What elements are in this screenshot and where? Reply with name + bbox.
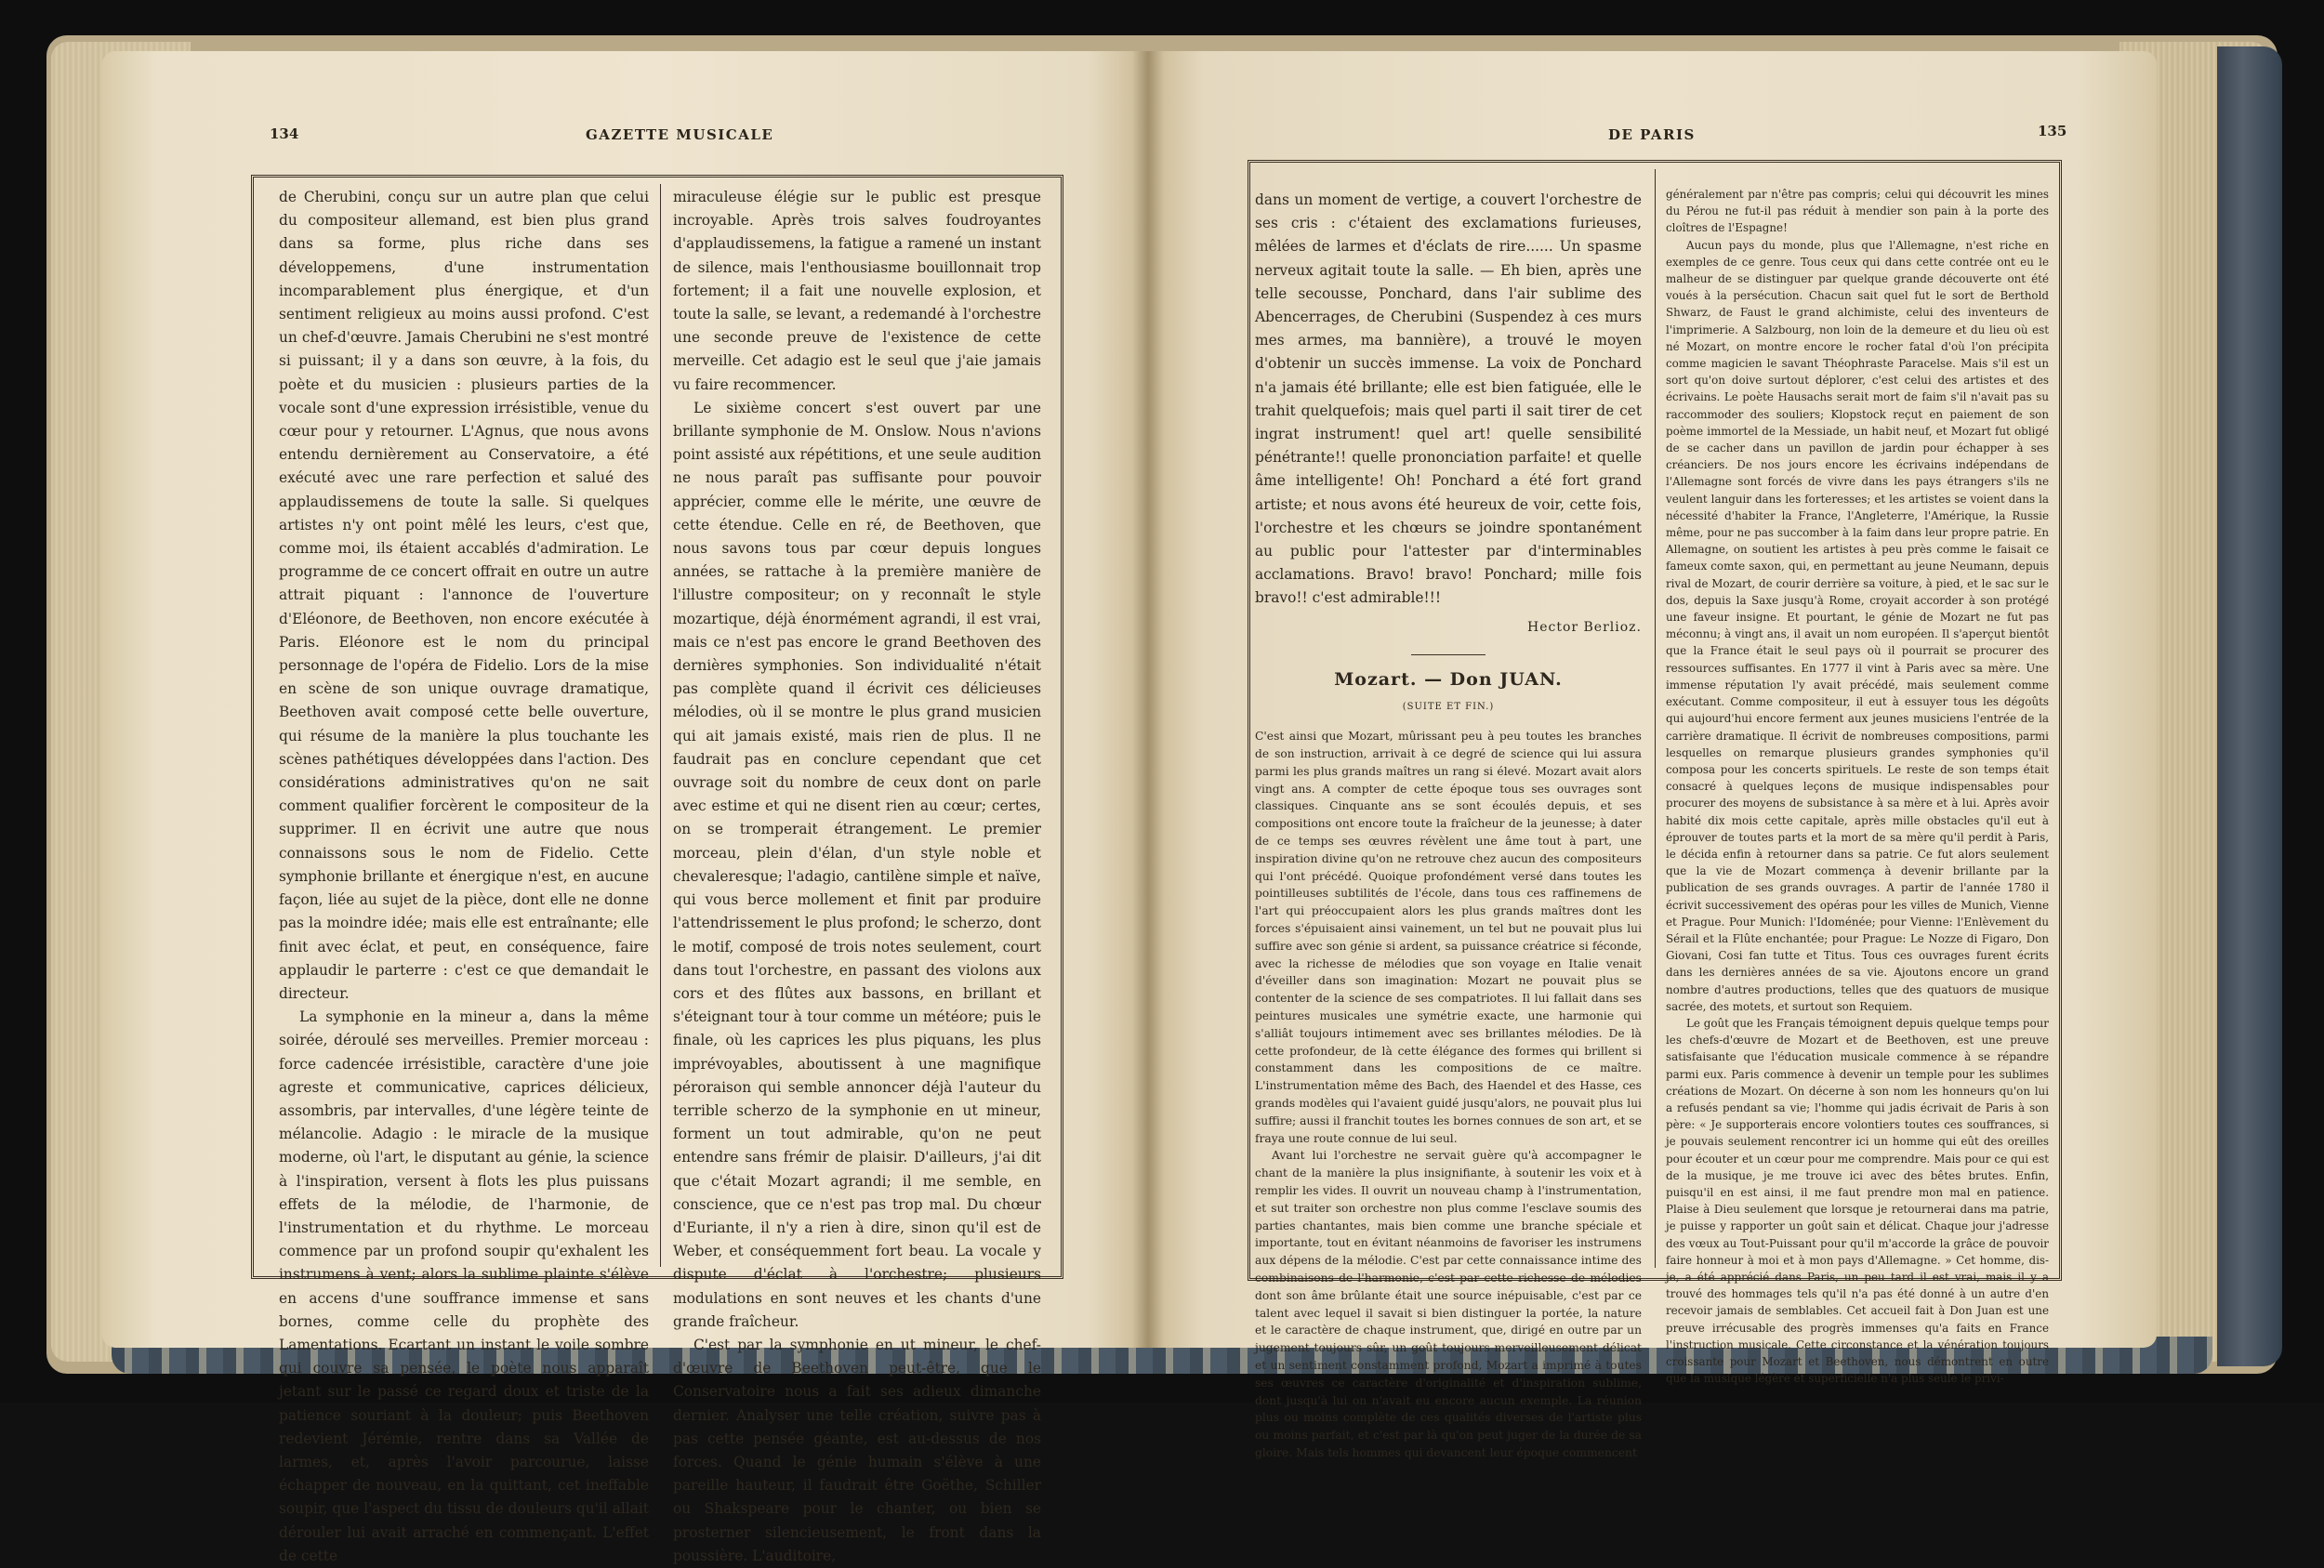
paragraph: La symphonie en la mineur a, dans la même soirée, déroulé ses merveilles. Premier morceau : force cadencée irrésistible, caractère d'une joie agreste et communicative, caprices délicieux, assombris, par intervalles, d'une légère teinte de mélancolie. Adagio : le miracle de la musique moderne, où l'art, le disputant au génie, la science à l'inspiration, versent à flots les plus puissans effets de la mélodie, de l'harmonie, de l'instrumentation et du rhythme. Le morceau commence par un profond soupir qu'exhalent les instrumens à vent; alors la sublime plainte s'élève en accens d'une souffrance immense et sans bornes, comme celle du prophète des Lamentations. Ecartant un instant le voile sombre qui couvre sa pensée, le poète nous apparaît jetant sur le passé ce regard doux et triste de la patience souriant à la douleur; puis Beethoven redevient Jérémie, rentre dans sa Vallée de larmes, et, après l'avoir parcourue, laisse échapper de nouveau, en la quittant, cet ineffable soupir, que l'aspect du tissu de douleurs qu'il allait dérouler lui avait arraché en commençant. L'effet de cette (279, 1008, 649, 1564)
marbled-cover-edge (2217, 46, 2282, 1366)
section-divider (1411, 654, 1486, 655)
right-column-1 (1255, 189, 1642, 1459)
author-signature: Hector Berlioz. (1526, 619, 1642, 635)
paragraph: Aucun pays du monde, plus que l'Allemagne, n'est riche en exemples de ce genre. Tous ceux qui dans cette contrée ont eu le malheur de se distinguer par quelque grande découverte ont été voués à la persécution. Chacun sait quel fut le sort de Berthold Shwarz, de Faust le grand alchimiste, celui des inventeurs de l'imprimerie. A Salzbourg, non loin de la demeure et du lieu où est né Mozart, on montre encore le rocher fatal d'où l'on précipita comme magicien le savant Théophraste Paracelse. Mais s'il est un sort qu'on doive surtout déplorer, c'est celui des artistes et des écrivains. Le poète Hausachs serait mort de faim s'il n'avait pas su raccommoder des souliers; Klopstock reçut en paiement de son poème immortel de la Messiade, un habit neuf, et Mozart fut obligé de se cacher dans un pavillon de jardin pour échapper à ses créanciers. De nos jours encore les écrivains indépendans de l'Allemagne sont forcés de vivre dans les pays étrangers s'ils ne veulent languir dans les forteresses; et les artistes se voient dans la nécessité d'habiter la France, l'Angleterre, l'Amérique, la Russie même, pour ne pas succomber à la faim dans leur propre patrie. En Allemagne, on soutient les artistes à peu près comme le faisait ce fameux comte saxon, qui, en permettant au jeune Neumann, depuis rival de Mozart, de courir derrière sa voiture, à pied, et le sac sur le dos, depuis la Saxe jusqu'à Rome, croyait accorder à son protégé une faveur insigne. Et pourtant, le génie de Mozart ne fut pas méconnu; à vingt ans, il avait un nom européen. Il s'aperçut bientôt que la France était le seul pays où il pourrait se procurer des ressources suffisantes. En 1777 il vint à Paris avec sa mère. Une immense réputation l'y avait précédé, mais seulement comme exécutant. Comme compositeur, il eut à essuyer tous les dégoûts qui aujourd'hui encore ferment aux jeunes musiciens l'entrée de la carrière dramatique. Il écrivit de nombreuses compositions, parmi lesquelles on remarque plusieurs grandes symphonies qu'il composa pour les concerts spirituels. Le reste de son temps était consacré à quelques leçons de musique indispensables pour procurer des moyens de subsistance à sa mère et à lui. Après avoir habité dix mois cette capitale, après mille obstacles qu'il eut à éprouver de toutes parts et la mort de sa mère qu'il perdit à Paris, le décida enfin à retourner dans sa patrie. Ce fut alors seulement que la vie de Mozart commença à devenir brillante par la publication de ses grands ouvrages. A partir de l'année 1780 il écrivit successivement des opéras pour les villes de Munich, Vienne et Prague. Pour Munich: l'Idoménée; pour Vienne: l'Enlèvement du Sérail et la Flûte enchantée; pour Prague: Le Nozze di Figaro, Don Giovani, Cosi fan tutte et Titus. Tous ces ouvrages furent écrits dans les dernières années de sa vie. Ajoutons encore un grand nombre d'autres productions, telles que des quatuors de musique sacrée, des motets, et surtout son Requiem. (1666, 238, 2049, 1013)
left-column-1 (279, 186, 649, 1564)
paragraph: généralement par n'être pas compris; celui qui découvrit les mines du Pérou ne fut-il pas réduit à mendier son pain à la porte des cloîtres de l'Espagne! (1666, 188, 2049, 235)
paragraph: miraculeuse élégie sur le public est presque incroyable. Après trois salves foudroyantes d'applaudissemens, la fatigue a ramené un instant de silence, mais l'enthousiasme bouillonnait trop fortement; il a fait une nouvelle explosion, et toute la salle, se levant, a redemandé à l'orchestre une seconde preuve de l'existence de cette merveille. Cet adagio est le seul que j'aie jamais vu faire recommencer. (673, 189, 1041, 393)
paragraph: C'est par la symphonie en ut mineur, le chef-d'œuvre de Beethoven peut-être, que le Conservatoire nous a fait ses adieux dimanche dernier. Analyser une telle création, suivre pas à pas cette pensée géante, est au-dessus de nos forces. Quand le génie humain s'élève à une pareille hauteur, il faudrait être Goëthe, Schiller ou Shakspeare pour le chanter, ou bien se prosterner silencieusement, le front dans la poussière. L'auditoire, (673, 1336, 1041, 1564)
left-running-head: GAZETTE MUSICALE (586, 126, 774, 143)
right-page-number: 135 (2038, 123, 2067, 139)
left-column-rule (660, 184, 661, 1267)
paragraph: Le goût que les Français témoignent depuis quelque temps pour les chefs-d'œuvre de Mozart et de Beethoven, est une preuve satisfaisante que l'éducation musicale commence à se répandre parmi eux. Paris commence à devenir un temple pour les sublimes créations de Mozart. On décerne à son nom les honneurs qu'on lui a refusés pendant sa vie; l'homme qui jadis écrivait de Paris à son père: « Je supporterais encore volontiers toutes ces souffrances, si je pouvais seulement rencontrer ici un homme qui eût des oreilles pour écouter et un cœur pour me comprendre. Mais pour ce qui est de la musique, je me trouve ici avec des bêtes brutes. Enfin, puisqu'il en est ainsi, il me faut prendre mon mal en patience. Plaise à Dieu seulement que lorsque je retournerai dans ma patrie, je puisse y rapporter un goût sain et délicat. Chaque jour j'adresse des vœux au Tout-Puissant pour qu'il m'accorde la grâce de pouvoir faire honneur à moi et à mon pays d'Allemagne. » Cet homme, dis-je, a été apprécié dans Paris, un peu tard il est vrai, mais il y a trouvé des hommages tels qu'il n'a pas été donné à un autre d'en recevoir jamais de semblables. Cet accueil fait à Don Juan est une preuve irrécusable des progrès immenses qu'a faits en France l'instruction musicale. Cette circonstance et la vénération toujours croissante pour Mozart et Beethoven, nous démontrent en outre que la musique légère et superficielle n'a plus seule le privi- (1666, 1016, 2049, 1386)
article-title: Mozart. — Don JUAN. (1334, 668, 1563, 690)
paragraph: Le sixième concert s'est ouvert par une brillante symphonie de M. Onslow. Nous n'avions point assisté aux répétitions, et une seule audition ne nous paraît pas suffisante pour pouvoir apprécier, comme elle le mérite, une œuvre de cette étendue. Celle en ré, de Beethoven, que nous savons tous par cœur depuis longues années, se rattache à la première manière de l'illustre compositeur; on y reconnaît le style mozartique, déjà énormément agrandi, il est vrai, mais ce n'est pas encore le grand Beethoven des dernières symphonies. Son individualité n'était pas complète quand il écrivit ces délicieuses mélodies, où il se montre le plus grand musicien qui ait jamais existé, mais rien de plus. Il ne faudrait pas en conclure cependant que cet ouvrage soit du nombre de ceux dont on parle avec estime et qui ne disent rien au cœur; certes, on se tromperait étrangement. Le premier morceau, plein d'élan, d'un style noble et chevaleresque; l'adagio, cantilène simple et naïve, qui vous berce mollement et finit par produire l'attendrissement le plus profond; le scherzo, dont le motif, composé de trois notes seulement, court dans tout l'orchestre, en passant des violons aux cors et des flûtes aux bassons, en brillant et s'éteignant tour à tour comme un météore; puis le finale, où les caprices les plus piquans, les plus imprévoyables, aboutissent à une magnifique péroraison qui semble annoncer déjà l'auteur du terrible scherzo de la symphonie en ut mineur, forment un tout admirable, qu'on ne peut entendre sans frémir de plaisir. D'ailleurs, j'ai dit que c'était Mozart agrandi; il me semble, en conscience, que ce n'est pas trop mal. Du chœur d'Euriante, il n'y a rien à dire, sinon qu'il est de Weber, et conséquemment fort beau. La vocale y dispute d'éclat à l'orchestre; plusieurs modulations en sont neuves et les chants d'une grande fraîcheur. (673, 399, 1041, 1330)
right-column-2 (1666, 186, 2049, 1386)
right-column-rule (1655, 169, 1656, 1268)
left-page-number: 134 (270, 125, 299, 142)
left-column-2 (673, 186, 1041, 1564)
right-running-head: DE PARIS (1608, 126, 1696, 143)
article-body (1255, 728, 1642, 1461)
paragraph: C'est ainsi que Mozart, mûrissant peu à peu toutes les branches de son instruction, arrivait à ce degré de science qui lui assura parmi les plus grands maîtres un rang si élevé. Mozart avait alors vingt ans. A compter de cette époque tous ses ouvrages sont classiques. Cinquante ans se sont écoulés depuis, et ses compositions ont encore toute la fraîcheur de la jeunesse; à dater de ce temps ses œuvres révèlent une âme tout à part, une inspiration divine qu'on ne retrouve chez aucun des compositeurs qui l'ont précédé. Quoique profondément versé dans toutes les pointilleuses subtilités de l'école, dans tous ces raffinemens de l'art qui préoccupaient alors les plus grands maîtres dont les forces s'épuisaient ainsi vainement, un tel but ne pouvait plus lui suffire avec son génie si ardent, sa puissance créatrice si féconde, avec la richesse de mélodies que son voyage en Italie venait d'éveiller dans son imagination: Mozart ne pouvait plus se contenter de la science de ses compatriotes. Il lui fallait dans ses peintures musicales une symétrie exacte, une harmonie qui s'alliât toujours intimement avec ses brillantes mélodies. De là cette profondeur, de là cette élégance des formes qui brillent si constamment dans les compositions de ce maître. L'instrumentation même des Bach, des Haendel et des Hasse, ces grands modèles qui l'avaient guidé jusqu'alors, ne pouvait plus lui suffire; aussi il franchit toutes les bornes connues de son art, et se fraya une route connue de lui seul. (1255, 730, 1642, 1145)
paragraph: de Cherubini, conçu sur un autre plan que celui du compositeur allemand, est bien plus grand dans sa forme, plus riche dans ses développemens, d'une instrumentation incomparablement plus énergique, et d'un sentiment religieux au moins aussi profond. C'est un chef-d'œuvre. Jamais Cherubini ne s'est montré si puissant; il y a dans son œuvre, à la fois, du poète et du musicien : plusieurs parties de la vocale sont d'une expression irrésistible, venue du cœur pour y retourner. L'Agnus, que nous avons entendu dernièrement au Conservatoire, a été exécuté avec une rare perfection et salué des applaudissemens de toute la salle. Si quelques artistes n'y ont point mêlé les leurs, c'est que, comme moi, ils étaient accablés d'admiration. Le programme de ce concert offrait en outre un autre attrait piquant : l'annonce de l'ouverture d'Eléonore, de Beethoven, non encore exécutée à Paris. Eléonore est le nom du principal personnage de l'opéra de Fidelio. Lors de la mise en scène de son unique ouvrage dramatique, Beethoven avait composé cette belle ouverture, qui résume de la manière la plus touchante les scènes pathétiques développées dans l'action. Des considérations administratives qu'on ne sait comment qualifier forcèrent le compositeur de la supprimer. Il en écrivit une autre que nous connaissons sous le nom de Fidelio. Cette symphonie brillante et énergique n'est, en aucune façon, liée au sujet de la pièce, dont elle ne donne pas la moindre idée; mais elle est entraînante; elle finit avec éclat, et peut, en conséquence, faire applaudir le parterre : c'est ce que demandait le directeur. (279, 189, 649, 1002)
article-subtitle: (SUITE ET FIN.) (1402, 702, 1495, 713)
paragraph: Avant lui l'orchestre ne servait guère qu'à accompagner le chant de la manière la plus insignifiante, à soutenir les voix et à remplir les vides. Il ouvrit un nouveau champ à l'instrumentation, et sut traiter son orchestre non plus comme l'esclave soumis des parties chantantes, mais bien comme une branche spéciale et importante, tout en évitant néanmoins de favoriser les instrumens aux dépens de la mélodie. C'est par cette connaissance intime des combinaisons de l'harmonie, c'est par cette richesse de mélodies dont son âme brûlante était une source inépuisable, c'est par ce talent avec lequel il savait si bien distinguer la portée, la nature et le caractère de chaque instrument, que, dirigé en outre par un jugement toujours sûr, un goût toujours merveilleusement délicat et un sentiment constamment profond, Mozart a imprimé à toutes ses œuvres ce caractère d'originalité et d'inspiration sublime, dont jusqu'à lui on n'avait eu encore aucun exemple. La réunion plus ou moins complète de ces qualités diverses de l'artiste plus ou moins parfait, et c'est par là qu'on peut juger de la durée de sa gloire. Mais tels hommes qui devancent leur époque commencent (1255, 1149, 1642, 1459)
book-gutter (1132, 51, 1164, 1348)
paragraph: dans un moment de vertige, a couvert l'orchestre de ses cris : c'étaient des exclamations furieuses, mêlées de larmes et d'éclats de rire...... Un spasme nerveux agitait toute la salle. — Eh bien, après une telle secousse, Ponchard, dans l'air sublime des Abencerrages, de Cherubini (Suspendez à ces murs mes armes, ma bannière), a trouvé le moyen d'obtenir un succès immense. La voix de Ponchard n'a jamais été brillante; elle est bien fatiguée, elle le trahit quelquefois; mais quel parti il sait tirer de cet ingrat instrument! quel art! quelle sensibilité pénétrante!! quelle prononciation parfaite! et quelle âme intelligente! Oh! Ponchard a été fort grand artiste; et nous avons été heureux de voir, cette fois, l'orchestre et les chœurs se joindre spontanément au public pour l'attester par d'interminables acclamations. Bravo! bravo! Ponchard; mille fois bravo!! c'est admirable!!! (1255, 191, 1642, 607)
